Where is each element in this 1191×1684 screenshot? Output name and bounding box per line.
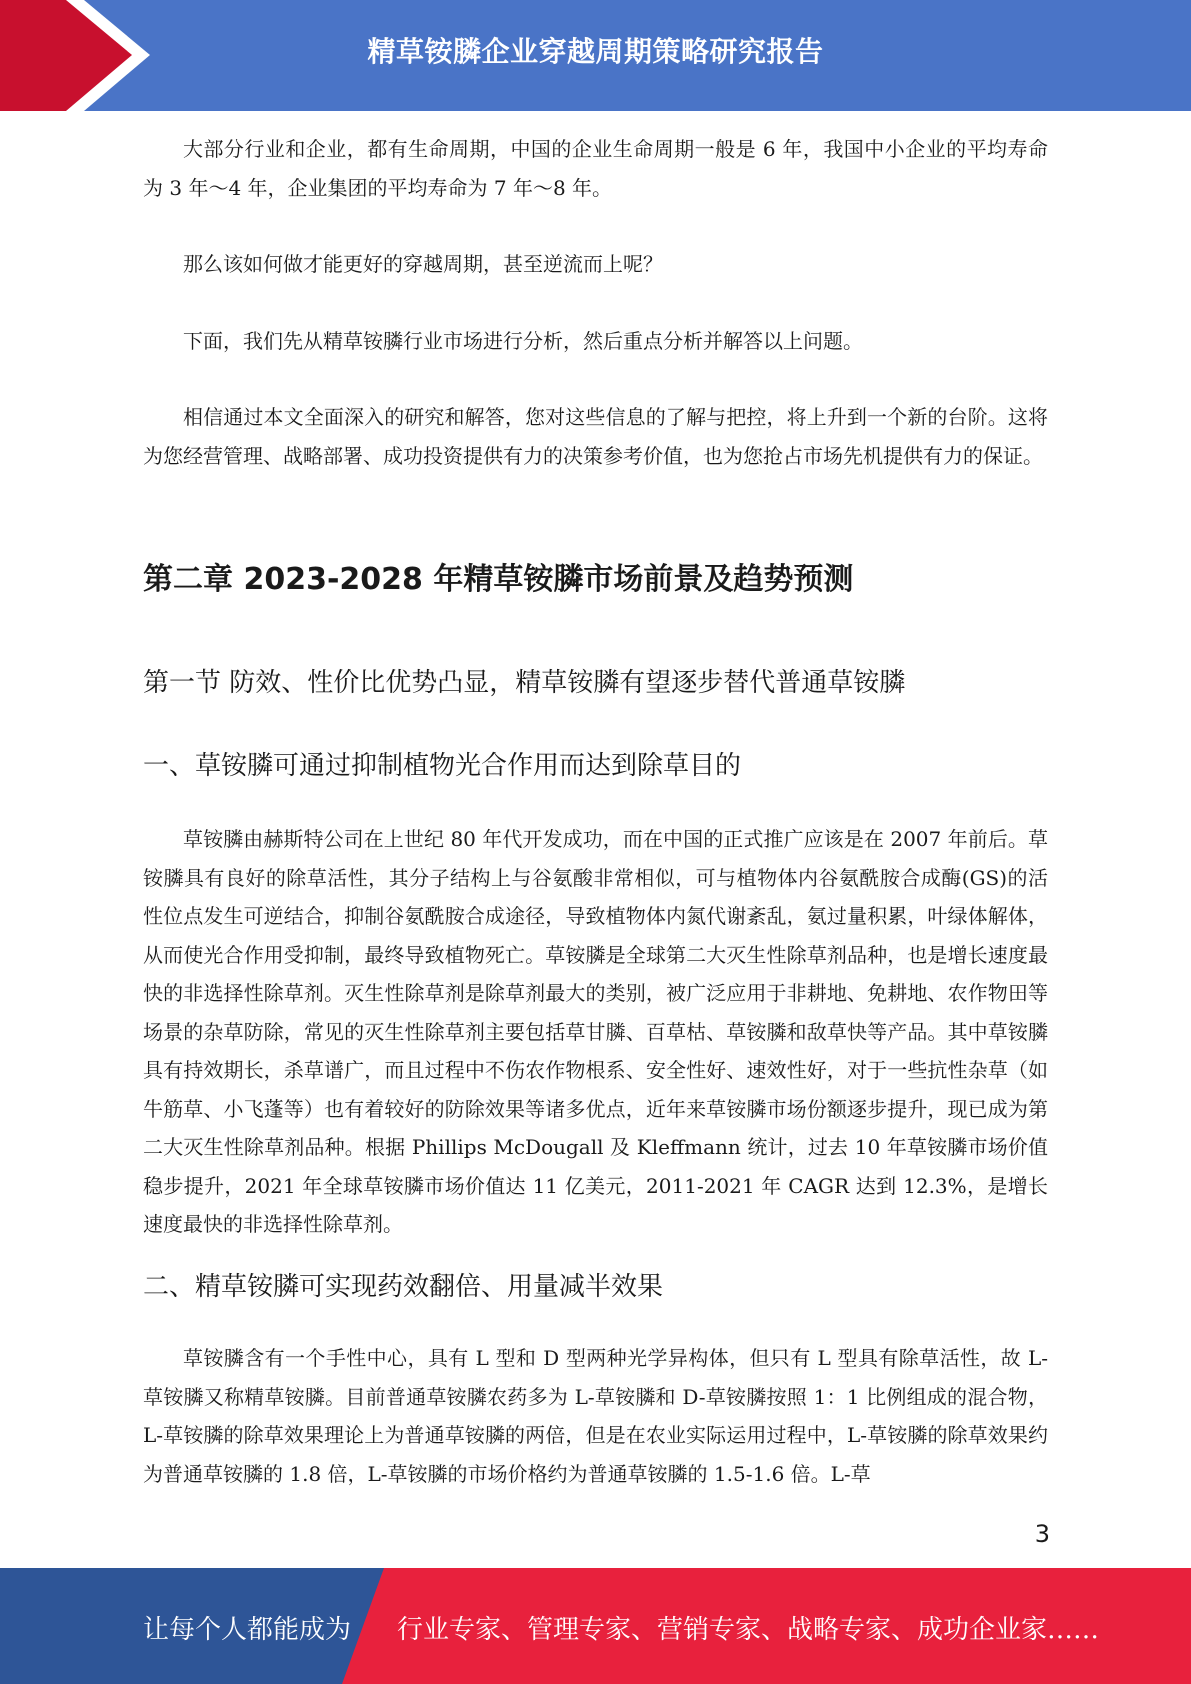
subsection-1-body-wrap: [143, 820, 1048, 1244]
section-heading: 第一节 防效、性价比优势凸显，精草铵膦有望逐步替代普通草铵膦: [143, 668, 906, 698]
intro-paragraph-1: 大部分行业和企业，都有生命周期，中国的企业生命周期一般是 6 年，我国中小企业的平均寿命为 3 年～4 年，企业集团的平均寿命为 7 年～8 年。: [143, 137, 1048, 200]
intro-paragraph-3: 下面，我们先从精草铵膦行业市场进行分析，然后重点分析并解答以上问题。: [183, 328, 863, 353]
page-footer: [0, 1568, 1191, 1684]
footer-slogan-right: 行业专家、管理专家、营销专家、战略专家、成功企业家……: [397, 1615, 1100, 1645]
subsection-1-heading: 一、草铵膦可通过抑制植物光合作用而达到除草目的: [143, 751, 742, 781]
chapter-heading: 第二章 2023-2028 年精草铵膦市场前景及趋势预测: [143, 562, 854, 597]
report-title: 精草铵膦企业穿越周期策略研究报告: [367, 35, 824, 68]
page-number: 3: [1034, 1520, 1050, 1548]
subsection-2-heading: 二、精草铵膦可实现药效翻倍、用量减半效果: [143, 1272, 664, 1302]
subsection-1-body: 草铵膦由赫斯特公司在上世纪 80 年代开发成功，而在中国的正式推广应该是在 2007 年前后。草铵膦具有良好的除草活性，其分子结构上与谷氨酸非常相似，可与植物体内谷氨酰胺合成酶(GS)的活性位点发生可逆结合，抑制谷氨酰胺合成途径，导致植物体内氮代谢紊乱，氨过量积累，叶绿体解体，从而使光合作用受抑制，最终导致植物死亡。草铵膦是全球第二大灭生性除草剂品种，也是增长速度最快的非选择性除草剂。灭生性除草剂是除草剂最大的类别，被广泛应用于非耕地、免耕地、农作物田等场景的杂草防除，常见的灭生性除草剂主要包括草甘膦、百草枯、草铵膦和敌草快等产品。其中草铵膦具有持效期长，杀草谱广，而且过程中不伤农作物根系、安全性好、速效性好，对于一些抗性杂草（如牛筋草、小飞蓬等）也有着较好的防除效果等诸多优点，近年来草铵膦市场份额逐步提升，现已成为第二大灭生性除草剂品种。根据 Phillips McDougall 及 Kleffmann 统计，过去 10 年草铵膦市场价值稳步提升，2021 年全球草铵膦市场价值达 11 亿美元，2011-2021 年 CAGR 达到 12.3%，是增长速度最快的非选择性除草剂。: [143, 827, 1048, 1236]
intro-section: [143, 130, 1048, 475]
subsection-2-body: 草铵膦含有一个手性中心，具有 L 型和 D 型两种光学异构体，但只有 L 型具有除草活性，故 L-草铵膦又称精草铵膦。目前普通草铵膦农药多为 L-草铵膦和 D-草铵膦按照 1：1 比例组成的混合物，L-草铵膦的除草效果理论上为普通草铵膦的两倍，但是在农业实际运用过程中，L-草铵膦的除草效果约为普通草铵膦的 1.8 倍，L-草铵膦的市场价格约为普通草铵膦的 1.5-1.6 倍。L-草: [143, 1346, 1048, 1486]
footer-slogan-left: 让每个人都能成为: [143, 1615, 352, 1645]
page-header: [0, 0, 1191, 111]
subsection-2-body-wrap: [143, 1339, 1048, 1493]
intro-paragraph-2: 那么该如何做才能更好的穿越周期，甚至逆流而上呢？: [183, 252, 663, 276]
intro-paragraph-4: 相信通过本文全面深入的研究和解答，您对这些信息的了解与把控，将上升到一个新的台阶。这将为您经营管理、战略部署、成功投资提供有力的决策参考价值，也为您抢占市场先机提供有力的保证。: [143, 405, 1048, 468]
